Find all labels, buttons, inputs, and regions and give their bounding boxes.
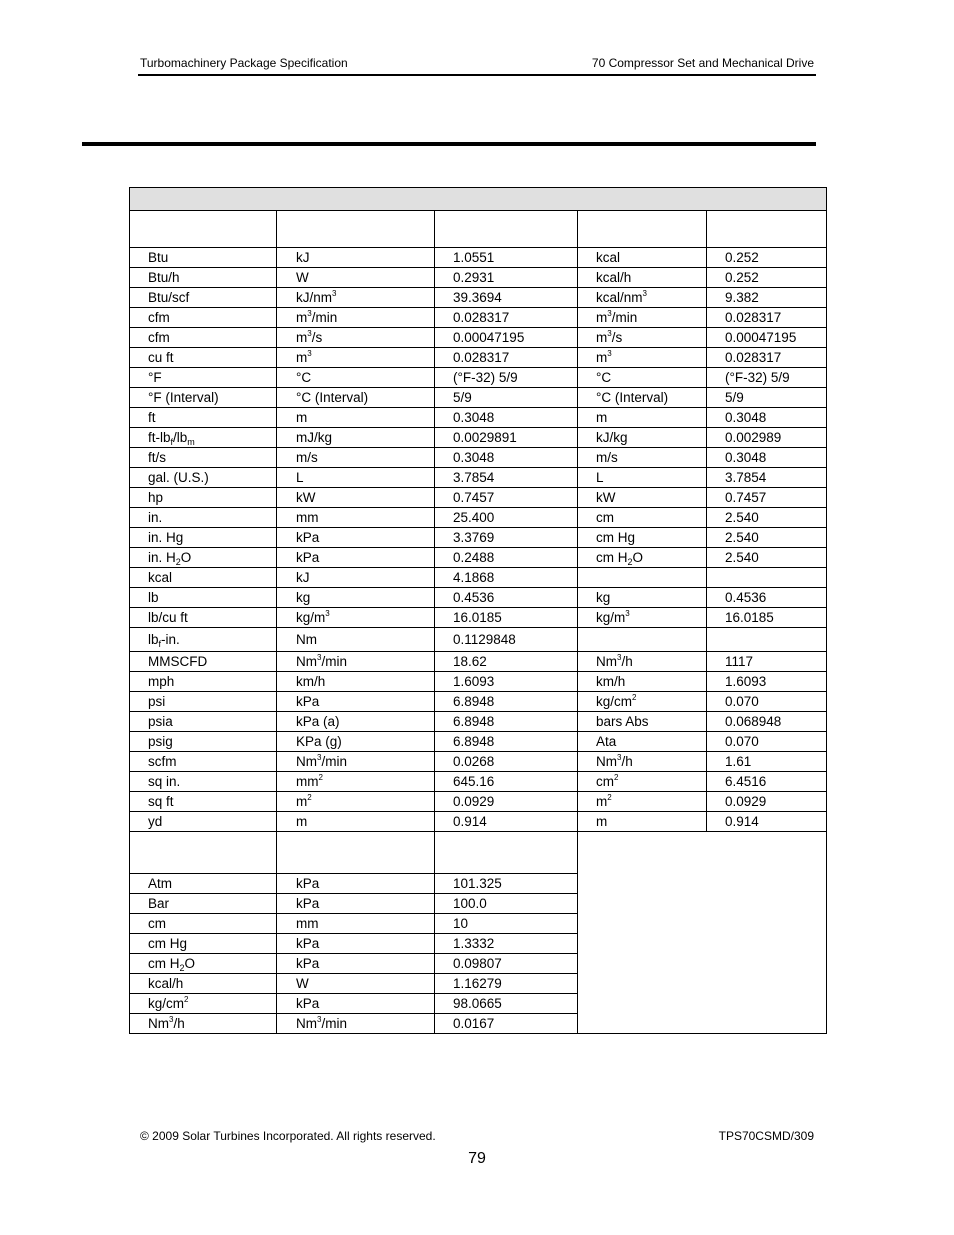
si-factor-cell: 18.62 [435, 652, 578, 672]
from-unit-cell: lb/cu ft [130, 608, 277, 628]
metric-factor-cell: 0.252 [707, 248, 827, 268]
table-row [130, 692, 827, 712]
si-unit-cell: $m^3$ [277, 348, 435, 368]
metric-unit-cell: $kg/cm^2$ [578, 692, 707, 712]
metric-factor-cell: 1.6093 [707, 672, 827, 692]
metric-factor-cell: 5/9 [707, 388, 827, 408]
si-factor-cell: 0.914 [435, 812, 578, 832]
metric-unit-cell: Nm$^3$/h [578, 652, 707, 672]
table-row [130, 388, 827, 408]
from-unit-cell: Btu/h [130, 268, 277, 288]
metric-to-cell: Nm$^3$/min [277, 1014, 435, 1034]
si-factor-cell: 645.16 [435, 772, 578, 792]
metric-to-cell: mm [277, 914, 435, 934]
si-unit-cell: kPa [277, 528, 435, 548]
metric-factor-cell: 1.61 [707, 752, 827, 772]
from-unit-cell: MMSCFD [130, 652, 277, 672]
metric-factor-cell: 0.3048 [707, 448, 827, 468]
si-factor-cell: 16.0185 [435, 608, 578, 628]
from-unit-cell: hp [130, 488, 277, 508]
si-unit-cell: °C (Interval) [277, 388, 435, 408]
table-row [130, 628, 827, 652]
table-row [130, 528, 827, 548]
table-title-bar [130, 188, 827, 211]
table-row [130, 288, 827, 308]
metric-factor-cell: 0.028317 [707, 348, 827, 368]
metric-from-cell: kcal/h [130, 974, 277, 994]
metric-unit-cell: m [578, 408, 707, 428]
metric-unit-cell: °C [578, 368, 707, 388]
from-unit-cell: yd [130, 812, 277, 832]
metric-factor-cell [707, 568, 827, 588]
si-unit-cell: kJ [277, 568, 435, 588]
metric-unit-cell: cm $H_2O$ [578, 548, 707, 568]
conversion-table [129, 187, 827, 1034]
metric-unit-cell: $m^3$ [578, 348, 707, 368]
metric-to-cell: W [277, 974, 435, 994]
si-unit-cell: kJ [277, 248, 435, 268]
metric-factor-cell: 0.09807 [435, 954, 578, 974]
table-row [130, 348, 827, 368]
si-unit-cell: mm [277, 508, 435, 528]
metric-factor-cell: 0.4536 [707, 588, 827, 608]
si-factor-cell: 0.3048 [435, 448, 578, 468]
metric-unit-cell: m/s [578, 448, 707, 468]
table-row [130, 608, 827, 628]
from-unit-cell: psi [130, 692, 277, 712]
metric-to-cell: kPa [277, 954, 435, 974]
si-factor-cell: 3.7854 [435, 468, 578, 488]
from-unit-cell: cu ft [130, 348, 277, 368]
metric-factor-cell: 98.0665 [435, 994, 578, 1014]
metric-factor-cell: 0.914 [707, 812, 827, 832]
metric-factor-cell: 1.16279 [435, 974, 578, 994]
page-number: 79 [468, 1150, 486, 1167]
from-unit-cell: psig [130, 732, 277, 752]
metric-to-cell: kPa [277, 934, 435, 954]
metric-factor-cell: 9.382 [707, 288, 827, 308]
table-row [130, 732, 827, 752]
metric-factor-cell: 1.3332 [435, 934, 578, 954]
metric-from-cell: cm [130, 914, 277, 934]
si-unit-cell: $kJ/nm^3$ [277, 288, 435, 308]
metric-factor-cell: 0.00047195 [707, 328, 827, 348]
si-unit-cell: kg [277, 588, 435, 608]
metric-unit-cell: $m^2$ [578, 792, 707, 812]
si-factor-cell: 1.6093 [435, 672, 578, 692]
metric-factor-cell: (°F-32) 5/9 [707, 368, 827, 388]
column-header [130, 211, 277, 248]
metric-factor-cell: 2.540 [707, 508, 827, 528]
from-unit-cell: Btu [130, 248, 277, 268]
from-unit-cell: $ft-lb_f/lb_m$ [130, 428, 277, 448]
from-unit-cell: lb [130, 588, 277, 608]
metric-factor-cell: 100.0 [435, 894, 578, 914]
metric-unit-cell: L [578, 468, 707, 488]
si-unit-cell: kW [277, 488, 435, 508]
metric-unit-cell: km/h [578, 672, 707, 692]
si-unit-cell: Nm$^3$/min [277, 652, 435, 672]
si-unit-cell: $m^2$ [277, 792, 435, 812]
metric-unit-cell: kJ/kg [578, 428, 707, 448]
si-factor-cell: 6.8948 [435, 712, 578, 732]
metric-unit-cell: bars Abs [578, 712, 707, 732]
metric-unit-cell: kcal/h [578, 268, 707, 288]
from-unit-cell: in. $H_2O$ [130, 548, 277, 568]
from-unit-cell: °F (Interval) [130, 388, 277, 408]
metric-unit-cell: cm Hg [578, 528, 707, 548]
si-factor-cell: 0.2931 [435, 268, 578, 288]
column-header [435, 211, 578, 248]
from-unit-cell: mph [130, 672, 277, 692]
table-row [130, 712, 827, 732]
metric-unit-cell: $m^3/s$ [578, 328, 707, 348]
metric-unit-cell: $cm^2$ [578, 772, 707, 792]
si-unit-cell: Nm$^3$/min [277, 752, 435, 772]
metric-to-cell: kPa [277, 894, 435, 914]
metric-factor-cell: 0.252 [707, 268, 827, 288]
metric-factor-cell: 3.7854 [707, 468, 827, 488]
from-unit-cell: kcal [130, 568, 277, 588]
table-row [130, 428, 827, 448]
si-factor-cell: 0.0029891 [435, 428, 578, 448]
metric-unit-cell [578, 568, 707, 588]
metric-factor-cell: 2.540 [707, 548, 827, 568]
si-unit-cell: $mm^2$ [277, 772, 435, 792]
metric-to-cell: kPa [277, 874, 435, 894]
metric-factor-cell: 0.068948 [707, 712, 827, 732]
from-unit-cell: ft/s [130, 448, 277, 468]
si-unit-cell: L [277, 468, 435, 488]
column-header [130, 832, 277, 874]
from-unit-cell: sq ft [130, 792, 277, 812]
metric-to-cell: kPa [277, 994, 435, 1014]
metric-from-cell: Atm [130, 874, 277, 894]
metric-from-cell: Nm$^3$/h [130, 1014, 277, 1034]
si-unit-cell: °C [277, 368, 435, 388]
si-factor-cell: 0.028317 [435, 348, 578, 368]
from-unit-cell: in. Hg [130, 528, 277, 548]
metric-unit-cell: kg [578, 588, 707, 608]
metric-from-cell: cm Hg [130, 934, 277, 954]
empty-block [578, 832, 827, 1034]
metric-factor-cell: 2.540 [707, 528, 827, 548]
metric-factor-cell: 1117 [707, 652, 827, 672]
si-factor-cell: 0.1129848 [435, 628, 578, 652]
si-unit-cell: KPa (g) [277, 732, 435, 752]
si-factor-cell: 0.3048 [435, 408, 578, 428]
table-row [130, 328, 827, 348]
si-factor-cell: 25.400 [435, 508, 578, 528]
header-title: Turbomachinery Package Specification [140, 56, 348, 70]
metric-from-cell: cm $H_2O$ [130, 954, 277, 974]
metric-unit-cell: cm [578, 508, 707, 528]
header-section: 70 Compressor Set and Mechanical Drive [591, 56, 814, 70]
from-unit-cell: cfm [130, 308, 277, 328]
si-unit-cell: W [277, 268, 435, 288]
from-unit-cell: $lb_f-in$. [130, 628, 277, 652]
si-unit-cell: $kg/m^3$ [277, 608, 435, 628]
section-divider [82, 142, 816, 146]
metric-factor-cell: 0.7457 [707, 488, 827, 508]
table-row [130, 308, 827, 328]
si-unit-cell: kPa [277, 548, 435, 568]
metric-factor-cell: 0.070 [707, 732, 827, 752]
table-row [130, 488, 827, 508]
from-unit-cell: in. [130, 508, 277, 528]
metric-unit-cell: °C (Interval) [578, 388, 707, 408]
metric-unit-cell: kcal [578, 248, 707, 268]
metric-unit-cell: Ata [578, 732, 707, 752]
table-row [130, 588, 827, 608]
si-unit-cell: Nm [277, 628, 435, 652]
si-factor-cell: 0.7457 [435, 488, 578, 508]
metric-factor-cell: 0.028317 [707, 308, 827, 328]
table-row [130, 672, 827, 692]
from-unit-cell: Btu/scf [130, 288, 277, 308]
si-factor-cell: 5/9 [435, 388, 578, 408]
metric-from-cell: $kg/cm^2$ [130, 994, 277, 1014]
si-unit-cell: kPa (a) [277, 712, 435, 732]
si-factor-cell: 0.4536 [435, 588, 578, 608]
table-row [130, 508, 827, 528]
from-unit-cell: psia [130, 712, 277, 732]
metric-factor-cell: 0.070 [707, 692, 827, 712]
metric-from-cell: Bar [130, 894, 277, 914]
from-unit-cell: cfm [130, 328, 277, 348]
si-factor-cell: (°F-32) 5/9 [435, 368, 578, 388]
copyright: © 2009 Solar Turbines Incorporated. All rights reserved. [140, 1129, 436, 1143]
column-header [578, 211, 707, 248]
si-factor-cell: 3.3769 [435, 528, 578, 548]
table-row [130, 468, 827, 488]
si-unit-cell: m/s [277, 448, 435, 468]
si-unit-cell: $m^3/\min$ [277, 308, 435, 328]
metric-factor-cell: 16.0185 [707, 608, 827, 628]
table-row [130, 408, 827, 428]
si-unit-cell: $m^3/s$ [277, 328, 435, 348]
from-unit-cell: sq in. [130, 772, 277, 792]
metric-unit-cell: Nm$^3$/h [578, 752, 707, 772]
column-header [707, 211, 827, 248]
table-row [130, 268, 827, 288]
metric-unit-cell: $kg/m^3$ [578, 608, 707, 628]
table-row [130, 248, 827, 268]
metric-factor-cell: 0.3048 [707, 408, 827, 428]
si-factor-cell: 1.0551 [435, 248, 578, 268]
metric-factor-cell [707, 628, 827, 652]
from-unit-cell: °F [130, 368, 277, 388]
document-number: TPS70CSMD/309 [718, 1129, 814, 1143]
si-factor-cell: 0.0929 [435, 792, 578, 812]
si-factor-cell: 6.8948 [435, 692, 578, 712]
table-row [130, 772, 827, 792]
si-unit-cell: mJ/kg [277, 428, 435, 448]
metric-factor-cell: 10 [435, 914, 578, 934]
si-factor-cell: 0.00047195 [435, 328, 578, 348]
metric-factor-cell: 0.002989 [707, 428, 827, 448]
table-row [130, 792, 827, 812]
header-rule [138, 74, 816, 76]
from-unit-cell: scfm [130, 752, 277, 772]
column-header [435, 832, 578, 874]
metric-section-header [130, 832, 827, 874]
si-unit-cell: m [277, 408, 435, 428]
table-row [130, 568, 827, 588]
si-unit-cell: km/h [277, 672, 435, 692]
table-row [130, 448, 827, 468]
si-factor-cell: 0.2488 [435, 548, 578, 568]
from-unit-cell: gal. (U.S.) [130, 468, 277, 488]
metric-unit-cell: $m^3/\min$ [578, 308, 707, 328]
table-row [130, 368, 827, 388]
metric-factor-cell: 6.4516 [707, 772, 827, 792]
table-row [130, 752, 827, 772]
table-row [130, 548, 827, 568]
si-factor-cell: 0.028317 [435, 308, 578, 328]
si-unit-cell: m [277, 812, 435, 832]
metric-factor-cell: 0.0167 [435, 1014, 578, 1034]
metric-factor-cell: 0.0929 [707, 792, 827, 812]
si-factor-cell: 4.1868 [435, 568, 578, 588]
table-row [130, 652, 827, 672]
column-header [277, 211, 435, 248]
table-row [130, 812, 827, 832]
from-unit-cell: ft [130, 408, 277, 428]
si-factor-cell: 6.8948 [435, 732, 578, 752]
si-unit-cell: kPa [277, 692, 435, 712]
metric-unit-cell: kW [578, 488, 707, 508]
column-header [277, 832, 435, 874]
metric-unit-cell [578, 628, 707, 652]
metric-unit-cell: kcal/$nm^3$ [578, 288, 707, 308]
metric-unit-cell: m [578, 812, 707, 832]
si-factor-cell: 0.0268 [435, 752, 578, 772]
si-factor-cell: 39.3694 [435, 288, 578, 308]
metric-factor-cell: 101.325 [435, 874, 578, 894]
